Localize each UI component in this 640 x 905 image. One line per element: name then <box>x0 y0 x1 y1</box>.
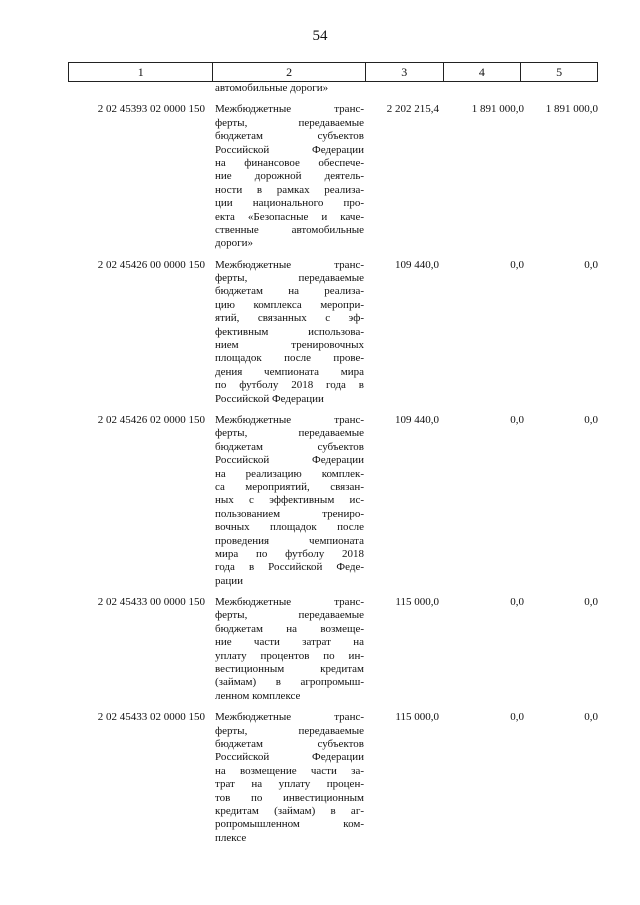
description-line: пользованием трениро- <box>215 507 364 520</box>
description-line: ленном комплексе <box>215 689 301 702</box>
description-line: са мероприятий, связан- <box>215 480 364 493</box>
row-code: 2 02 45426 00 0000 150 <box>97 258 205 271</box>
row-value-col5: 0,0 <box>584 413 598 426</box>
row-value-col5: 1 891 000,0 <box>545 103 598 116</box>
description-line: Российской Федерации <box>215 143 364 156</box>
description-line: рации <box>215 574 244 587</box>
description-line: по футболу 2018 года в <box>215 379 364 392</box>
row-code: 2 02 45433 00 0000 150 <box>97 596 205 609</box>
table-row <box>68 711 598 845</box>
description-line: цию комплекса меропри- <box>215 298 364 311</box>
description-line: Российской Федерации <box>215 751 364 764</box>
table-header <box>68 62 598 82</box>
description-line: площадок после прове- <box>215 352 364 365</box>
description-line: дороги» <box>215 237 253 250</box>
description-line: ятий, связанных с эф- <box>215 312 364 325</box>
description-line: Межбюджетные транс- <box>215 258 364 271</box>
row-code: 2 02 45426 02 0000 150 <box>97 413 205 426</box>
description-line: года в Российской Феде- <box>215 561 364 574</box>
description-line: ферты, передаваемые <box>215 724 364 737</box>
header-col-2: 2 <box>213 63 365 81</box>
description-line: Российской Федерации <box>215 454 364 467</box>
description-line: плексе <box>215 831 247 844</box>
description-line: ферты, передаваемые <box>215 427 364 440</box>
description-line: Межбюджетные транс- <box>215 596 364 609</box>
description-line: ции национального про- <box>215 197 364 210</box>
description-line: ние части затрат на <box>215 636 364 649</box>
row-description <box>215 259 364 406</box>
description-line: бюджетам субъектов <box>215 130 364 143</box>
description-line: (займам) в агропромыш- <box>215 676 364 689</box>
description-line: бюджетам субъектов <box>215 440 364 453</box>
description-line: ропромышленном ком- <box>215 818 364 831</box>
table-row <box>68 414 598 588</box>
header-col-3: 3 <box>366 63 444 81</box>
description-line: вочных площадок после <box>215 521 364 534</box>
description-line: Межбюджетные транс- <box>215 711 364 724</box>
description-line: екта «Безопасные и каче- <box>215 210 364 223</box>
row-value-col4: 0,0 <box>510 711 524 724</box>
table-body <box>68 82 598 845</box>
description-line: бюджетам субъектов <box>215 737 364 750</box>
description-line: Межбюджетные транс- <box>215 413 364 426</box>
description-line: трат на уплату процен- <box>215 778 364 791</box>
row-value-col3: 109 440,0 <box>395 413 439 426</box>
description-line: кредитам (займам) в аг- <box>215 804 364 817</box>
description-line: ферты, передаваемые <box>215 272 364 285</box>
description-line: ферты, передаваемые <box>215 609 364 622</box>
table-row <box>68 103 598 250</box>
row-value-col4: 0,0 <box>510 413 524 426</box>
row-code: 2 02 45433 02 0000 150 <box>97 711 205 724</box>
description-line: вестиционным кредитам <box>215 663 364 676</box>
description-line: Российской Федерации <box>215 392 324 405</box>
description-line: проведения чемпионата <box>215 534 364 547</box>
row-description <box>215 711 364 845</box>
description-line: ственные автомобильные <box>215 223 364 236</box>
description-line: фективным использова- <box>215 325 364 338</box>
row-value-col3: 115 000,0 <box>395 711 439 724</box>
page-number: 54 <box>312 28 328 44</box>
description-line: дения чемпионата мира <box>215 365 364 378</box>
header-col-1: 1 <box>69 63 213 81</box>
description-line: на возмещение части за- <box>215 764 364 777</box>
description-line: нием тренировочных <box>215 339 364 352</box>
row-description <box>215 596 364 703</box>
description-line: бюджетам на реализа- <box>215 285 364 298</box>
table-row <box>68 596 598 703</box>
description-line: ние дорожной деятель- <box>215 170 364 183</box>
description-line: на финансовое обеспече- <box>215 156 364 169</box>
row-value-col4: 0,0 <box>510 596 524 609</box>
row-value-col4: 0,0 <box>510 258 524 271</box>
header-col-5: 5 <box>556 64 563 79</box>
row-description <box>215 103 364 250</box>
row-description <box>215 414 364 588</box>
description-line: ферты, передаваемые <box>215 116 364 129</box>
continuation-text: автомобильные дороги» <box>215 82 329 94</box>
row-value-col4: 1 891 000,0 <box>471 103 524 116</box>
row-value-col5: 0,0 <box>584 258 598 271</box>
row-value-col5: 0,0 <box>584 596 598 609</box>
description-line: бюджетам на возмеще- <box>215 622 364 635</box>
description-line: ности в рамках реализа- <box>215 183 364 196</box>
row-code: 2 02 45393 02 0000 150 <box>97 103 205 116</box>
description-line: тов по инвестиционным <box>215 791 364 804</box>
description-line: уплату процентов по ин- <box>215 649 364 662</box>
table-row <box>68 259 598 406</box>
row-value-col3: 115 000,0 <box>395 596 439 609</box>
description-line: ных с эффективным ис- <box>215 494 364 507</box>
row-value-col5: 0,0 <box>584 711 598 724</box>
description-line: Межбюджетные транс- <box>215 103 364 116</box>
description-line: на реализацию комплек- <box>215 467 364 480</box>
description-line: мира по футболу 2018 <box>215 547 364 560</box>
header-col-4: 4 <box>444 63 522 81</box>
row-value-col3: 2 202 215,4 <box>386 103 439 116</box>
row-value-col3: 109 440,0 <box>395 258 439 271</box>
